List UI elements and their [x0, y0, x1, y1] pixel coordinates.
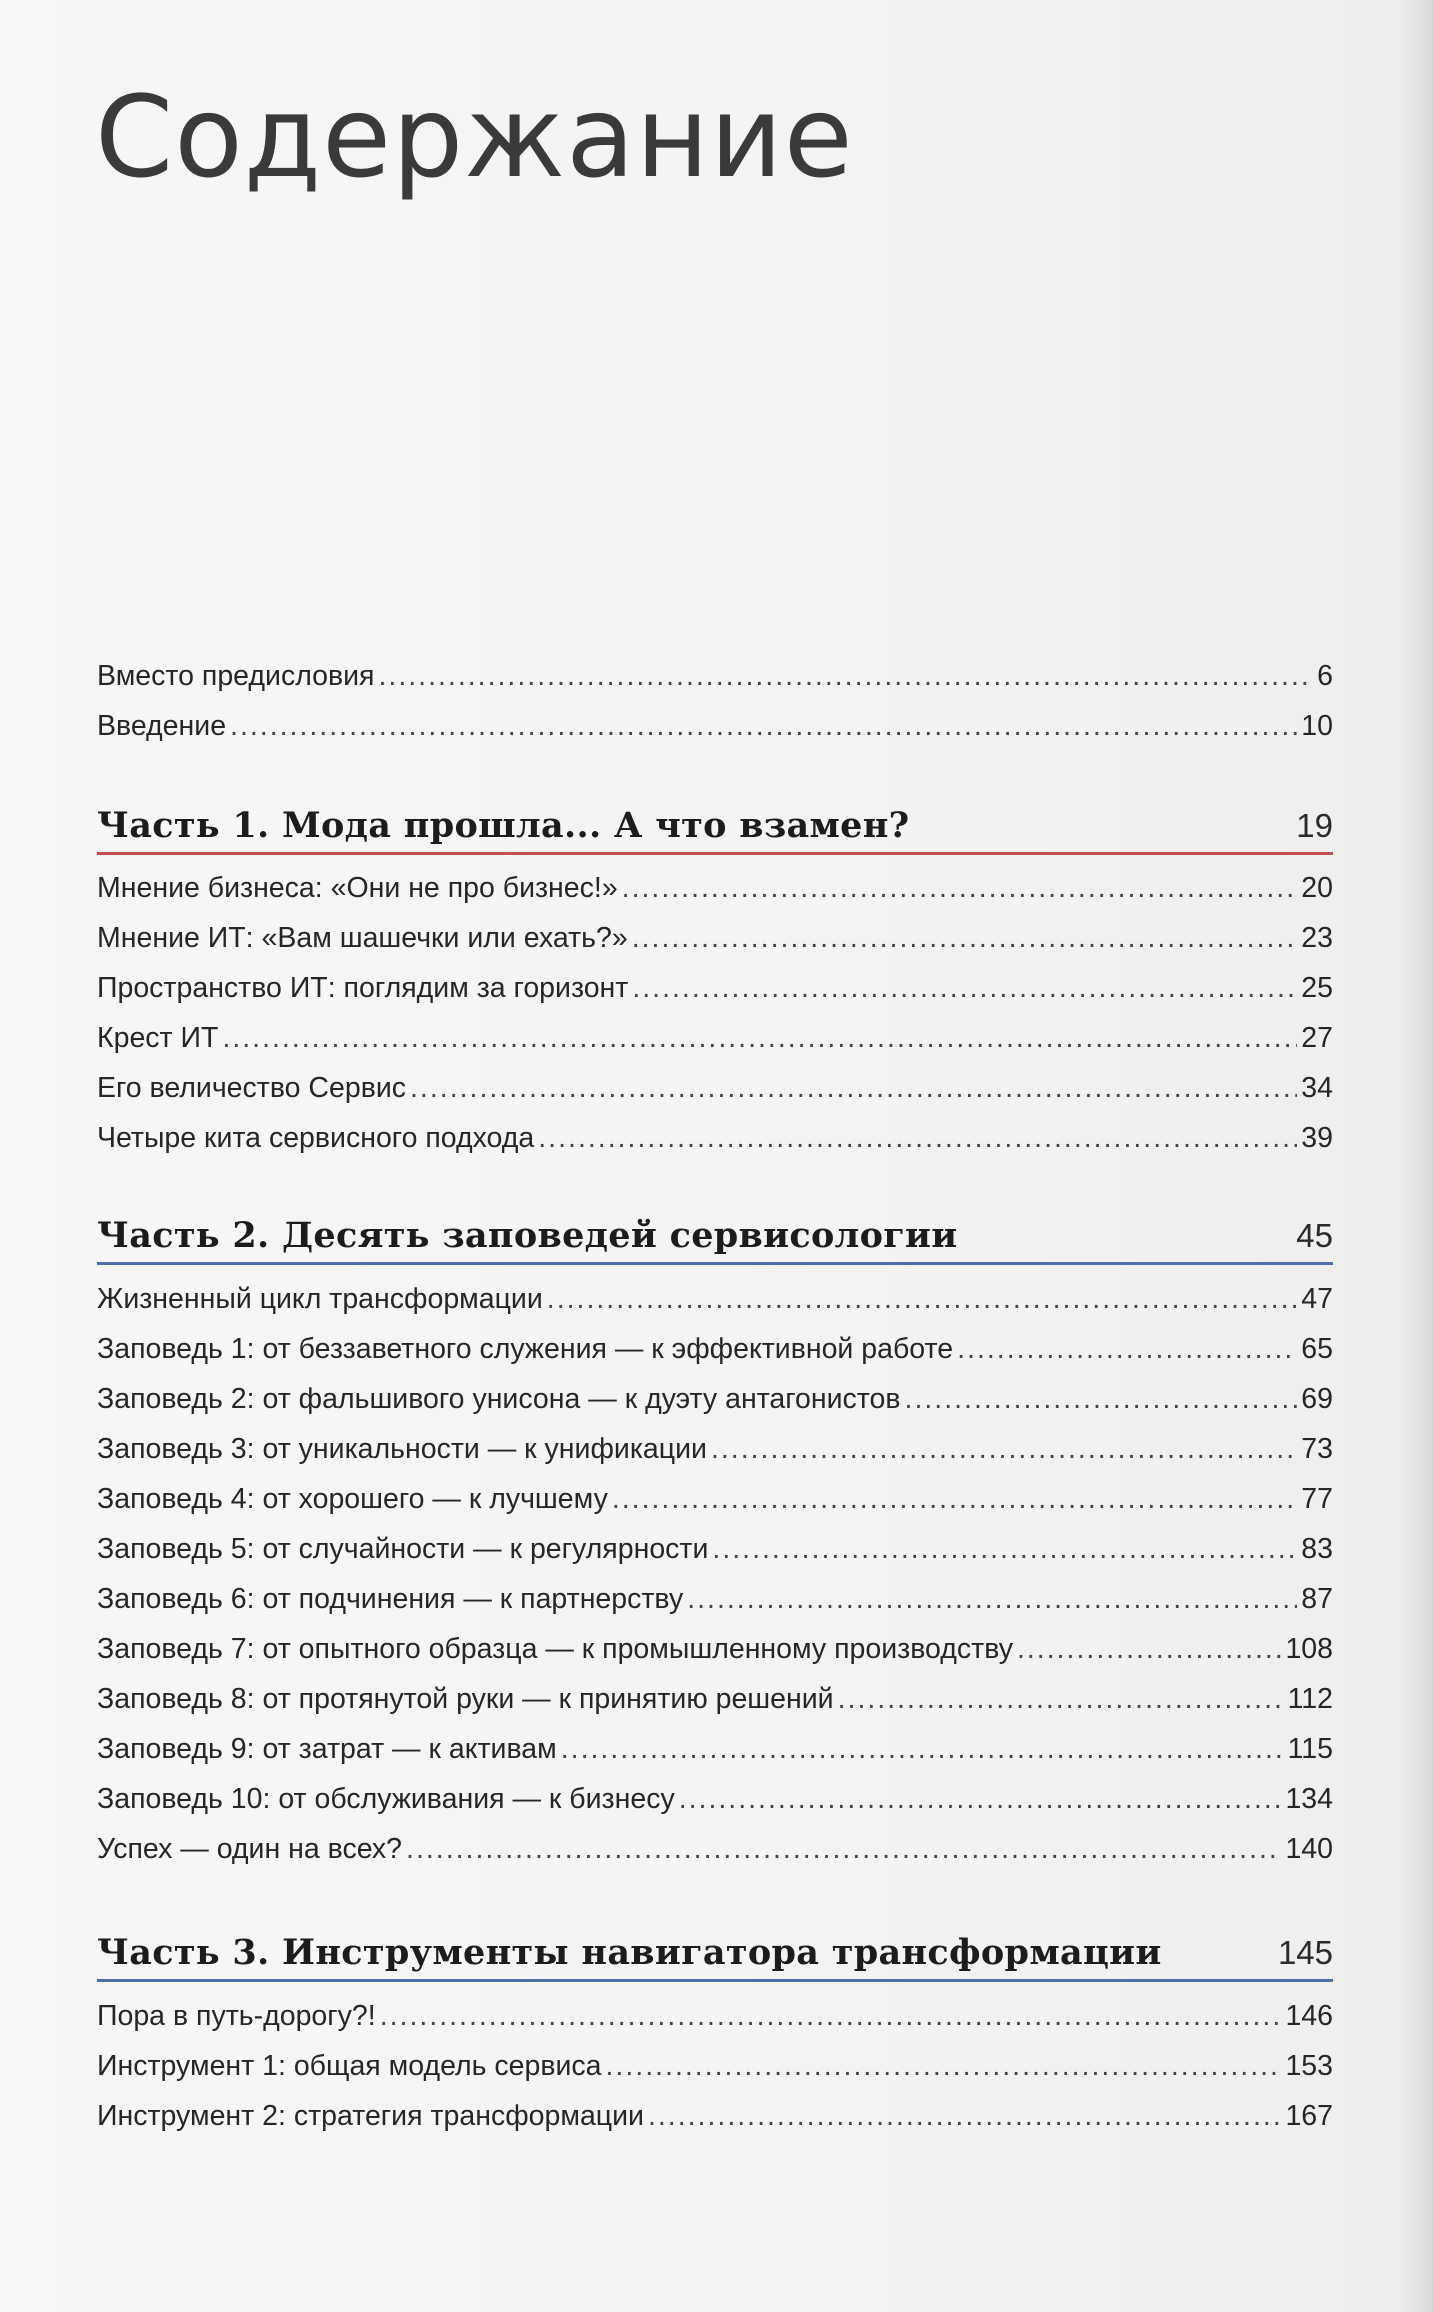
toc-entry-page: 73	[1301, 1433, 1333, 1465]
toc-entry-label: Четыре кита сервисного подхода	[97, 1122, 535, 1154]
toc-entry-label: Вместо предисловия	[97, 660, 375, 692]
toc-entry-page: 10	[1301, 710, 1333, 742]
toc-entry-page: 23	[1301, 922, 1333, 954]
toc-entry-page: 47	[1301, 1283, 1333, 1315]
toc-entry[interactable]	[97, 1483, 1333, 1533]
toc-leader-dots	[632, 922, 1298, 955]
toc-entry[interactable]	[97, 1283, 1333, 1333]
toc-leader-dots	[410, 1072, 1297, 1105]
toc-entry-page: 27	[1301, 1022, 1333, 1054]
toc-entry-label: Заповедь 6: от подчинения — к партнерству	[97, 1583, 684, 1615]
toc-entry-label: Заповедь 2: от фальшивого унисона — к дуэту антагонистов	[97, 1383, 901, 1415]
toc-entry-page: 167	[1285, 2100, 1333, 2132]
toc-entry[interactable]	[97, 1533, 1333, 1583]
toc-leader-dots	[380, 2000, 1282, 2033]
toc-entry-page: 20	[1301, 872, 1333, 904]
toc-entry-label: Введение	[97, 710, 227, 742]
toc-entry-page: 65	[1301, 1333, 1333, 1365]
toc-entry-page: 134	[1285, 1783, 1333, 1815]
toc-entry-page: 69	[1301, 1383, 1333, 1415]
toc-leader-dots	[679, 1783, 1282, 1816]
toc-leader-dots	[606, 2050, 1282, 2083]
toc-entry-page: 146	[1285, 2000, 1333, 2032]
toc-entry[interactable]	[97, 1783, 1333, 1833]
toc-leader-dots	[687, 1583, 1297, 1616]
toc-entry-label: Заповедь 10: от обслуживания — к бизнесу	[97, 1783, 675, 1815]
toc-part-1	[97, 872, 1333, 1172]
toc-leader-dots	[538, 1122, 1297, 1155]
toc-entry[interactable]	[97, 1383, 1333, 1433]
toc-entry[interactable]	[97, 660, 1333, 710]
part-title: Часть 1. Мода прошла... А что взамен?	[97, 805, 910, 846]
toc-leader-dots	[712, 1533, 1297, 1566]
toc-entry-label: Заповедь 7: от опытного образца — к промышленному производству	[97, 1633, 1013, 1665]
toc-entry[interactable]	[97, 1433, 1333, 1483]
toc-entry-label: Заповедь 4: от хорошего — к лучшему	[97, 1483, 608, 1515]
page-edge-shadow	[1398, 0, 1434, 2312]
toc-entry[interactable]	[97, 2050, 1333, 2100]
toc-entry[interactable]	[97, 1122, 1333, 1172]
toc-leader-dots	[379, 660, 1314, 693]
page-title: Содержание	[95, 73, 854, 203]
toc-entry-page: 25	[1301, 972, 1333, 1004]
toc-entry-label: Инструмент 1: общая модель сервиса	[97, 2050, 602, 2082]
part-page: 145	[1277, 1934, 1333, 1971]
toc-entry-page: 6	[1317, 660, 1333, 692]
toc-entry-page: 87	[1301, 1583, 1333, 1615]
toc-leader-dots	[905, 1383, 1298, 1416]
toc-part-3	[97, 2000, 1333, 2150]
toc-leader-dots	[711, 1433, 1297, 1466]
toc-entry-label: Пора в путь-дорогу?!	[97, 2000, 376, 2032]
toc-entry[interactable]	[97, 1733, 1333, 1783]
toc-leader-dots	[838, 1683, 1284, 1716]
toc-entry-label: Заповедь 1: от беззаветного служения — к эффективной работе	[97, 1333, 954, 1365]
toc-entry-page: 77	[1301, 1483, 1333, 1515]
toc-entry-page: 39	[1301, 1122, 1333, 1154]
toc-entry-label: Пространство ИТ: поглядим за горизонт	[97, 972, 629, 1004]
toc-entry[interactable]	[97, 1633, 1333, 1683]
toc-entry-page: 140	[1285, 1833, 1333, 1865]
toc-entry[interactable]	[97, 1683, 1333, 1733]
toc-entry-page: 112	[1287, 1683, 1333, 1715]
toc-entry[interactable]	[97, 2100, 1333, 2150]
part-page: 45	[1296, 1217, 1333, 1254]
toc-leader-dots	[648, 2100, 1281, 2133]
toc-intro	[97, 660, 1333, 760]
toc-leader-dots	[1017, 1633, 1281, 1666]
toc-entry[interactable]	[97, 710, 1333, 760]
toc-entry-label: Крест ИТ	[97, 1022, 219, 1054]
toc-entry[interactable]	[97, 922, 1333, 972]
toc-entry[interactable]	[97, 872, 1333, 922]
part-title: Часть 3. Инструменты навигатора трансформации	[97, 1932, 1162, 1973]
toc-entry[interactable]	[97, 972, 1333, 1022]
part-heading-3[interactable]	[97, 1932, 1333, 1982]
toc-entry[interactable]	[97, 1833, 1333, 1883]
toc-entry-label: Мнение ИТ: «Вам шашечки или ехать?»	[97, 922, 628, 954]
toc-entry-label: Заповедь 8: от протянутой руки — к принятию решений	[97, 1683, 834, 1715]
toc-leader-dots	[612, 1483, 1297, 1516]
toc-entry-page: 34	[1301, 1072, 1333, 1104]
toc-entry-label: Инструмент 2: стратегия трансформации	[97, 2100, 644, 2132]
toc-leader-dots	[561, 1733, 1284, 1766]
part-page: 19	[1296, 807, 1333, 844]
toc-entry-page: 115	[1287, 1733, 1333, 1765]
toc-entry-label: Его величество Сервис	[97, 1072, 407, 1104]
toc-leader-dots	[230, 710, 1297, 743]
toc-leader-dots	[547, 1283, 1298, 1316]
part-heading-2[interactable]	[97, 1215, 1333, 1265]
toc-leader-dots	[622, 872, 1298, 905]
toc-entry-label: Мнение бизнеса: «Они не про бизнес!»	[97, 872, 618, 904]
part-title: Часть 2. Десять заповедей сервисологии	[97, 1215, 958, 1256]
toc-entry-label: Жизненный цикл трансформации	[97, 1283, 543, 1315]
toc-entry[interactable]	[97, 1072, 1333, 1122]
toc-entry-page: 153	[1285, 2050, 1333, 2082]
part-heading-1[interactable]	[97, 805, 1333, 855]
toc-part-2	[97, 1283, 1333, 1883]
toc-entry-page: 108	[1285, 1633, 1333, 1665]
toc-entry-label: Заповедь 5: от случайности — к регулярности	[97, 1533, 709, 1565]
toc-entry-label: Заповедь 9: от затрат — к активам	[97, 1733, 557, 1765]
toc-leader-dots	[957, 1333, 1297, 1366]
toc-entry[interactable]	[97, 1583, 1333, 1633]
toc-entry[interactable]	[97, 1022, 1333, 1072]
toc-leader-dots	[222, 1022, 1297, 1055]
toc-entry[interactable]	[97, 1333, 1333, 1383]
toc-entry-label: Успех — один на всех?	[97, 1833, 403, 1865]
toc-leader-dots	[406, 1833, 1281, 1866]
toc-entry-label: Заповедь 3: от уникальности — к унификации	[97, 1433, 707, 1465]
toc-entry-page: 83	[1301, 1533, 1333, 1565]
toc-leader-dots	[632, 972, 1297, 1005]
toc-entry[interactable]	[97, 2000, 1333, 2050]
